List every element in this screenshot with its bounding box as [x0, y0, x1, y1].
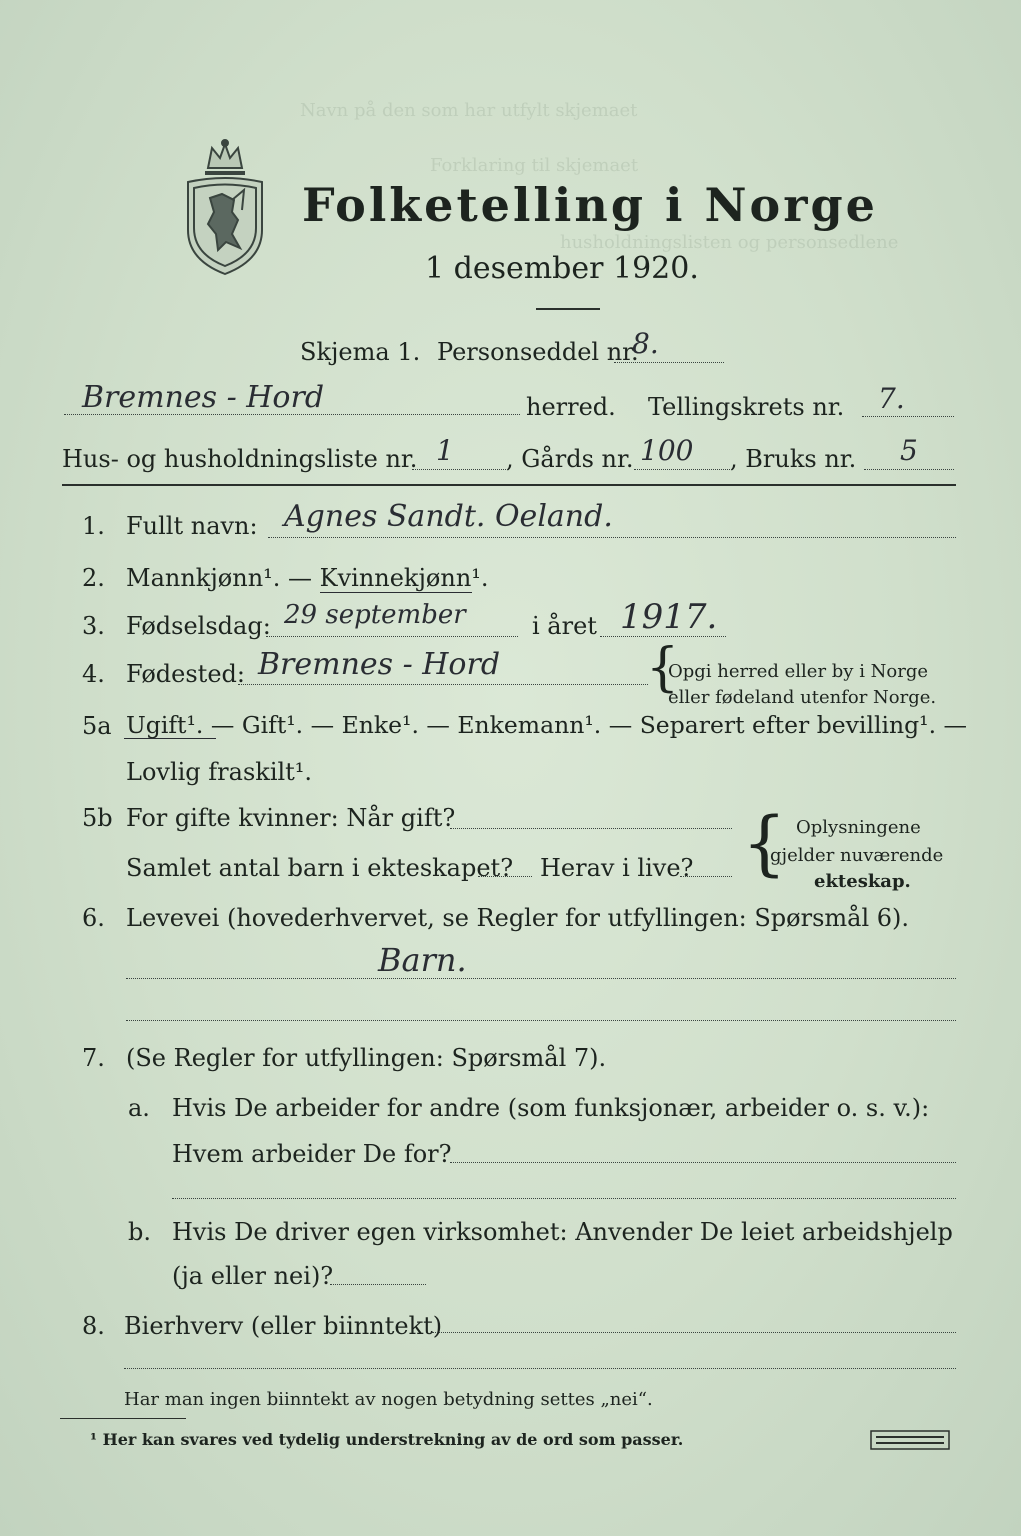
q5a-line1: Ugift¹. — Gift¹. — Enke¹. — Enkemann¹. — Separert efter bevilling¹. — — [126, 711, 968, 739]
q8-label: Bierhverv (eller biinntekt) — [124, 1312, 443, 1340]
header-divider — [62, 484, 956, 486]
q5b-line1: For gifte kvinner: Når gift? — [126, 804, 456, 832]
q7-label: (Se Regler for utfyllingen: Spørsmål 7). — [126, 1044, 607, 1072]
q2-label: Mannkjønn¹. — Kvinnekjønn¹. — [126, 564, 489, 592]
q1-line — [268, 537, 956, 538]
norway-coat-of-arms-icon — [182, 138, 268, 278]
q4-note-line1: Opgi herred eller by i Norge — [668, 661, 929, 682]
q3-label: Fødselsdag: — [126, 612, 271, 640]
form-title: Folketelling i Norge — [302, 178, 878, 232]
q5b-note-line2: gjelder nuværende — [770, 845, 944, 866]
q7a-line — [450, 1162, 956, 1163]
q8-line — [432, 1332, 956, 1333]
q3-number: 3. — [82, 612, 105, 640]
q7b-line — [330, 1284, 426, 1285]
q7a-line2: Hvem arbeider De for? — [172, 1140, 452, 1168]
q5a-line2: Lovlig fraskilt¹. — [126, 758, 313, 786]
tellingskrets-label: Tellingskrets nr. — [648, 393, 845, 421]
q4-label: Fødested: — [126, 660, 245, 688]
q7b-line1: Hvis De driver egen virksomhet: Anvender De leiet arbeidshjelp — [172, 1218, 953, 1246]
skjema-label: Skjema 1. — [300, 338, 421, 366]
q5b-note-line1: Oplysningene — [796, 817, 921, 838]
q7b-line2: (ja eller nei)? — [172, 1262, 334, 1290]
q5b-married-line — [450, 828, 732, 829]
q4-value: Bremnes - Hord — [258, 647, 501, 682]
q5b-number: 5b — [82, 804, 113, 832]
q7-number: 7. — [82, 1044, 105, 1072]
census-form-page: Navn på den som har utfylt skjemaet Forklaring til skjemaet husholdningslisten og personsedlene Folketelling i Norge 1 desember 1920. Skjema 1. Personseddel nr. 8. Bremnes - Hord herred. Tellingskrets nr. 7. Hus- og husholdningsliste nr. 1 , Gårds nr. 100 , Bruks nr. 5 1. Fullt navn: Agnes Sandt. Oeland. 2. Mannkjønn¹. — Kvinnekjønn¹. 3. Fødselsdag: 29 september i året 1917. 4. Fødested: Bremnes - Hord { Opgi herred eller by i Norge eller fødeland utenfor Norge. 5a Ugift¹. — Gift¹. — Enke¹. — Enkemann¹. — Separert efter bevilling¹. — Lovlig fraskilt¹. 5b For gifte kvinner: Når gift? Samlet antal barn i ekteskapet? Herav i live? { Oplysningene gjelder nuværende ekteskap. 6. Levevei (hovederhvervet, se Regler for utfyllingen: Spørsmål 6). Barn. 7. (Se Regler for utfyllingen: Spørsmål 7). a. Hvis De arbeider for andre (som funksjonær, arbeider o. s. v.): Hvem arbeider De for? b. Hvis De driver egen virksomhet: Anvender De leiet arbeidshjelp (ja eller nei)? 8. Bierhverv (eller biinntekt) Har man ingen biinntekt av nogen betydning settes „nei“. ¹ Her kan svares ved tydelig understrekning av de ord som passer. — [0, 0, 1021, 1536]
q5b-brace: { — [742, 802, 787, 884]
q6-line1 — [126, 978, 956, 979]
q5b-children-label: Samlet antal barn i ekteskapet? — [126, 854, 514, 882]
footnote: ¹ Her kan svares ved tydelig understrekning av de ord som passer. — [90, 1430, 684, 1449]
q3-year-label: i året — [532, 612, 597, 640]
gards-value: 100 — [640, 434, 694, 467]
personseddel-line — [614, 362, 724, 363]
q5b-alive-line — [680, 876, 732, 877]
q6-value: Barn. — [378, 941, 467, 979]
q4-number: 4. — [82, 660, 105, 688]
tellingskrets-value: 7. — [878, 382, 905, 415]
bruks-line — [864, 469, 954, 470]
q5a-number: 5a — [82, 712, 112, 740]
q8-line2 — [124, 1368, 956, 1369]
personseddel-value: 8. — [632, 327, 659, 360]
q2-underline-kvinnekjonn — [320, 592, 472, 593]
bruks-label: , Bruks nr. — [730, 445, 857, 473]
q1-value: Agnes Sandt. Oeland. — [284, 499, 613, 534]
q7a-number: a. — [128, 1094, 150, 1122]
herred-value: Bremnes - Hord — [82, 380, 325, 415]
q5a-underline-ugift — [124, 738, 216, 739]
personseddel-label: Personseddel nr. — [437, 338, 639, 366]
q6-line2 — [126, 1020, 956, 1021]
q4-note-line2: eller fødeland utenfor Norge. — [668, 687, 937, 708]
gards-label: , Gårds nr. — [506, 445, 634, 473]
nei-note: Har man ingen biinntekt av nogen betydning settes „nei“. — [124, 1389, 653, 1410]
q4-brace: { — [646, 638, 680, 698]
q6-label: Levevei (hovederhvervet, se Regler for utfyllingen: Spørsmål 6). — [126, 904, 910, 932]
q5b-note-line3: ekteskap. — [814, 871, 911, 892]
q5b-alive-label: Herav i live? — [540, 854, 694, 882]
q5b-children-line — [478, 876, 532, 877]
q7a-line1: Hvis De arbeider for andre (som funksjonær, arbeider o. s. v.): — [172, 1094, 930, 1122]
herred-label: herred. — [526, 393, 616, 421]
q4-line — [238, 684, 648, 685]
title-divider — [536, 308, 600, 310]
bruks-value: 5 — [900, 434, 918, 467]
q2-number: 2. — [82, 564, 105, 592]
q6-number: 6. — [82, 904, 105, 932]
q3-year-value: 1917. — [620, 597, 718, 637]
census-date: 1 desember 1920. — [425, 251, 699, 286]
q3-birthday-value: 29 september — [284, 600, 466, 630]
footnote-divider — [60, 1418, 186, 1419]
q3-year-line — [600, 636, 726, 637]
printer-stamp-icon — [870, 1430, 950, 1450]
q1-label: Fullt navn: — [126, 512, 258, 540]
herred-line — [64, 414, 520, 415]
q3-birthday-line — [266, 636, 518, 637]
q7a-line2-extra — [172, 1198, 956, 1199]
husholdningsliste-label: Hus- og husholdningsliste nr. — [62, 445, 418, 473]
q8-number: 8. — [82, 1312, 105, 1340]
husholdningsliste-value: 1 — [436, 434, 454, 467]
husholdningsliste-line — [412, 469, 506, 470]
q7b-number: b. — [128, 1218, 151, 1246]
gards-line — [634, 469, 730, 470]
q1-number: 1. — [82, 512, 105, 540]
tellingskrets-line — [862, 416, 954, 417]
